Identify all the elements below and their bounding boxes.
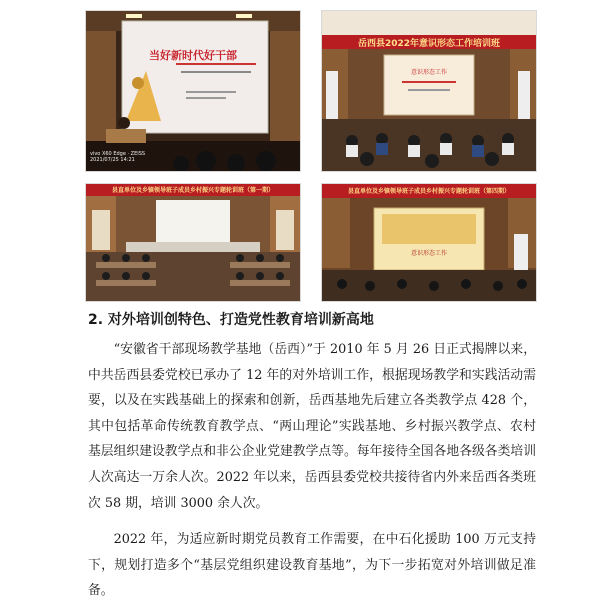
- classroom-scene-2: [322, 11, 536, 171]
- watermark-device: vivo X60 Edge · ZEISS: [90, 151, 146, 157]
- training-photo-1: [85, 10, 301, 172]
- training-photo-4: [321, 183, 537, 302]
- classroom-scene-4: [322, 184, 536, 301]
- banner-text: 岳西县2022年意识形态工作培训班: [357, 39, 501, 49]
- banner-text: 县直单位及乡镇领导班子成员乡村振兴专题轮训班（第四期）: [347, 188, 510, 195]
- section-heading: 2. 对外培训创特色、打造党性教育培训新高地: [88, 312, 374, 328]
- camera-watermark: [90, 151, 145, 163]
- screen-title: 当好新时代好干部: [149, 49, 237, 62]
- watermark-time: 2021/07/25 14:21: [90, 157, 135, 163]
- training-photo-3: [85, 183, 301, 302]
- screen-title: 意识形态工作: [410, 250, 447, 257]
- body-paragraph-1: “安徽省干部现场教学基地（岳西）”于 2010 年 5 月 26 日正式揭牌以来，中共岳西县委党校已承办了 12 年的对外培训工作，根据现场教学和实践活动需要，以及在实践基础上的探索和创新，岳西基地先后建立各类教学点 428 个，其中包括革命传统教育教学点、“两山理论”实践基地、乡村振兴教学点、农村基层组织建设教学点和非公企业党建教学点等。每年接待全国各地各级各类培训人次高达一万余人次。2022 年以来，岳西县委党校共接待省内外来岳西各类班次 58 期，培训 3000 余人次。: [88, 342, 536, 511]
- meeting-hall-scene: [86, 184, 300, 301]
- training-photo-2: [321, 10, 537, 172]
- banner-text: 县直单位及乡镇领导班子成员乡村振兴专题轮训班（第一期）: [111, 187, 274, 194]
- classroom-scene-1: [86, 11, 300, 171]
- body-paragraph-2: 2022 年，为适应新时期党员教育工作需要，在中石化援助 100 万元支持下，规划打造多个“基层党组织建设教育基地”，为下一步拓宽对外培训做足准备。: [88, 532, 536, 599]
- screen-title: 意识形态工作: [410, 69, 447, 76]
